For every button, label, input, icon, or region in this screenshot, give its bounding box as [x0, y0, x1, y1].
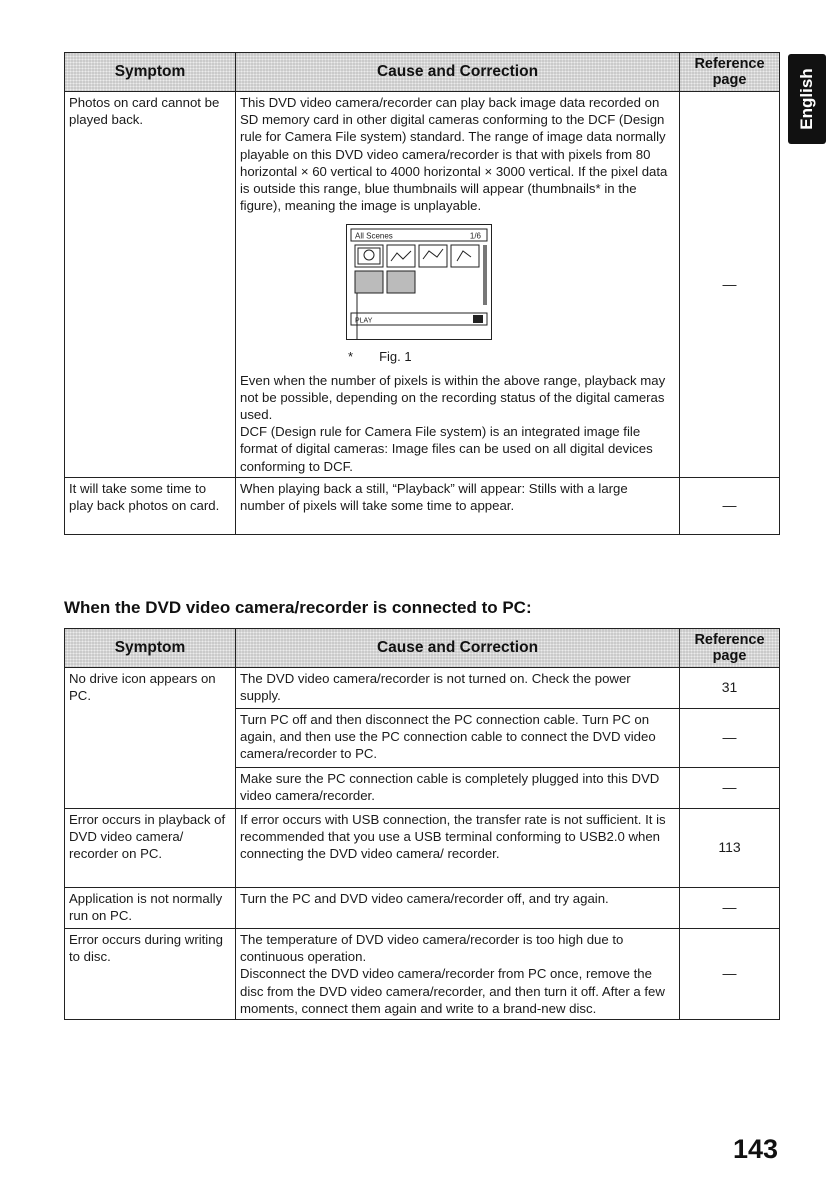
scrollbar [483, 245, 487, 305]
language-tab-label: English [797, 68, 816, 130]
table-row [65, 477, 780, 534]
reference-cell: — [680, 92, 780, 478]
header-reference: Reference page [680, 53, 780, 92]
cause-cell [236, 929, 680, 1020]
table-row [65, 809, 780, 888]
blue-thumbnail [387, 271, 415, 293]
cause-cell: Make sure the PC connection cable is completely plugged into this DVD video camera/recorder. [236, 768, 680, 809]
figure-asterisk: * [348, 349, 354, 365]
section-title: When the DVD video camera/recorder is connected to PC: [64, 598, 532, 617]
cause-paragraph: The temperature of DVD video camera/recorder is too high due to continuous operation. [240, 932, 624, 965]
reference-cell: — [680, 888, 780, 929]
symptom-cell: It will take some time to play back photos on card. [65, 477, 236, 534]
troubleshooting-table-pc [64, 628, 780, 1020]
table-row [65, 888, 780, 929]
header-symptom: Symptom [65, 629, 236, 668]
header-cause: Cause and Correction [236, 629, 680, 668]
thumbnail-screen-figure [347, 225, 491, 339]
cause-paragraph: Disconnect the DVD video camera/recorder from PC once, remove the disc from the DVD video camera/recorder, and then turn it off. After a few moments, connect them again and write to a brand-new disc. [240, 966, 665, 1016]
cause-cell: Turn the PC and DVD video camera/recorder off, and try again. [236, 888, 680, 929]
cause-cell: The DVD video camera/recorder is not turned on. Check the power supply. [236, 668, 680, 709]
reference-cell: — [680, 929, 780, 1020]
cause-paragraph: DCF (Design rule for Camera File system) is an integrated image file format of digital cameras: Image files can be used on all digital devices conforming to DCF. [240, 424, 653, 474]
symptom-cell: No drive icon appears on PC. [65, 668, 236, 809]
cause-cell [236, 92, 680, 478]
table-header-row [65, 53, 780, 92]
troubleshooting-table-card [64, 52, 780, 535]
symptom-cell: Error occurs in playback of DVD video camera/ recorder on PC. [65, 809, 236, 888]
cause-cell: When playing back a still, “Playback” will appear: Stills with a large number of pixels will take some time to appear. [236, 477, 680, 534]
table-row [65, 668, 780, 709]
table-row [65, 929, 780, 1020]
reference-cell: — [680, 709, 780, 768]
reference-cell: — [680, 768, 780, 809]
reference-cell: 31 [680, 668, 780, 709]
blue-thumbnail [355, 271, 383, 293]
table-row [65, 92, 780, 478]
header-symptom: Symptom [65, 53, 236, 92]
figure-top-right: 1/6 [469, 231, 481, 241]
header-cause: Cause and Correction [236, 53, 680, 92]
header-reference: Reference page [680, 629, 780, 668]
table-header-row [65, 629, 780, 668]
page-number: 143 [732, 1134, 778, 1164]
reference-cell: 113 [680, 809, 780, 888]
symptom-cell: Photos on card cannot be played back. [65, 92, 236, 478]
thumbnail-icons [355, 245, 479, 267]
symptom-cell: Error occurs during writing to disc. [65, 929, 236, 1020]
cause-paragraph: This DVD video camera/recorder can play back image data recorded on SD memory card in other digital cameras conforming to the DCF (Design rule for Camera File system) standard. The range of image data normally playable on this DVD video camera/recorder is that with pixels from 80 horizontal × 60 vertical to 4000 horizontal × 3000 vertical. If the pixel data is outside this range, blue thumbnails will appear (thumbnails* in the figure), meaning the image is unplayable. [240, 95, 668, 214]
figure-top-left: All Scenes [355, 231, 393, 241]
cause-paragraph: Even when the number of pixels is within the above range, playback may not be possible, depending on the recording status of the digital cameras used. [240, 372, 666, 423]
cause-cell: If error occurs with USB connection, the transfer rate is not sufficient. It is recommended that you use a USB terminal conforming to USB2.0 when connecting the DVD video camera/ recorder. [236, 809, 680, 888]
symptom-cell: Application is not normally run on PC. [65, 888, 236, 929]
cause-cell: Turn PC off and then disconnect the PC connection cable. Turn PC on again, and then use the PC connection cable to connect the DVD video camera/recorder to PC. [236, 709, 680, 768]
figure-screen [346, 224, 492, 340]
figure-caption [348, 348, 675, 365]
language-tab [788, 54, 826, 144]
figure-bottom-left: PLAY [355, 317, 373, 325]
figure-label: Fig. 1 [379, 349, 412, 365]
reference-cell: — [680, 477, 780, 534]
